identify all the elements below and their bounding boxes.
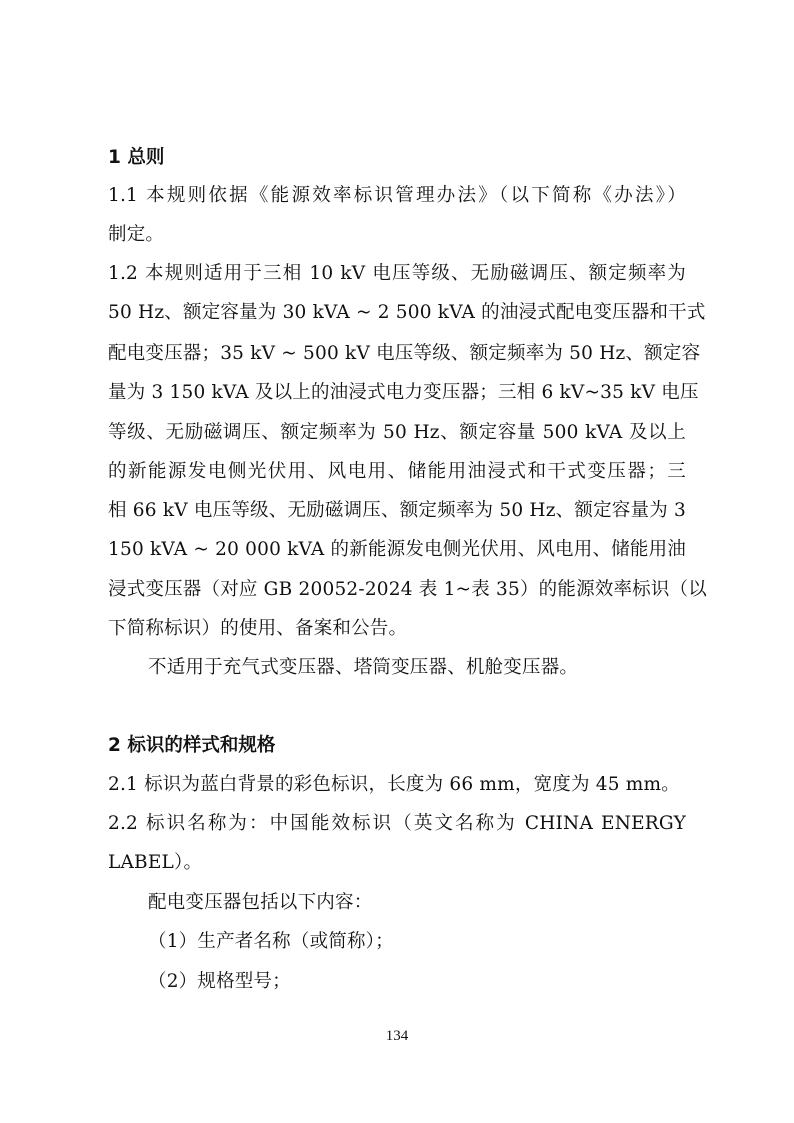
paragraph-1-2-line-7: 相 66 kV 电压等级、无励磁调压、额定频率为 50 Hz、额定容量为 3: [108, 500, 686, 521]
paragraph-2-2-line-1: 2.2 标识名称为：中国能效标识（英文名称为 CHINA ENERGY: [108, 813, 686, 834]
list-item: （1）生产者名称（或简称）；: [148, 931, 394, 952]
list-item: （2）规格型号；: [148, 971, 291, 992]
paragraph-1-2-line-4: 量为 3 150 kVA 及以上的油浸式电力变压器；三相 6 kV~35 kV 电压: [108, 382, 699, 403]
paragraph-1-2-note: 不适用于充气式变压器、塔筒变压器、机舱变压器。: [148, 657, 579, 678]
paragraph-1-2-line-2: 50 Hz、额定容量为 30 kVA ~ 2 500 kVA 的油浸式配电变压器和干式: [108, 302, 706, 323]
section-2-heading: 2 标识的样式和规格: [108, 735, 276, 756]
paragraph-2-1: 2.1 标识为蓝白背景的彩色标识，长度为 66 mm，宽度为 45 mm。: [108, 774, 680, 795]
paragraph-1-2-line-5: 等级、无励磁调压、额定频率为 50 Hz、额定容量 500 kVA 及以上: [108, 422, 686, 443]
paragraph-1-2-line-8: 150 kVA ~ 20 000 kVA 的新能源发电侧光伏用、风电用、储能用油: [108, 539, 686, 560]
paragraph-1-2-line-6: 的新能源发电侧光伏用、风电用、储能用油浸式和干式变压器；三: [108, 461, 686, 482]
paragraph-1-1-line-2: 制定。: [108, 224, 165, 245]
paragraph-1-2-line-1: 1.2 本规则适用于三相 10 kV 电压等级、无励磁调压、额定频率为: [108, 263, 686, 284]
contents-intro: 配电变压器包括以下内容：: [148, 892, 373, 913]
paragraph-1-2-line-9: 浸式变压器（对应 GB 20052-2024 表 1~表 35）的能源效率标识（以: [108, 579, 707, 600]
paragraph-2-2-line-2: LABEL）。: [108, 852, 203, 873]
paragraph-1-2-line-10: 下简称标识）的使用、备案和公告。: [108, 618, 408, 639]
paragraph-1-2-line-3: 配电变压器；35 kV ~ 500 kV 电压等级、额定频率为 50 Hz、额定容: [108, 343, 701, 364]
section-1-heading: 1 总则: [108, 147, 165, 168]
paragraph-1-1-line-1: 1.1 本规则依据《能源效率标识管理办法》（以下简称《办法》）: [108, 185, 686, 206]
page-number: 134: [385, 1028, 409, 1044]
